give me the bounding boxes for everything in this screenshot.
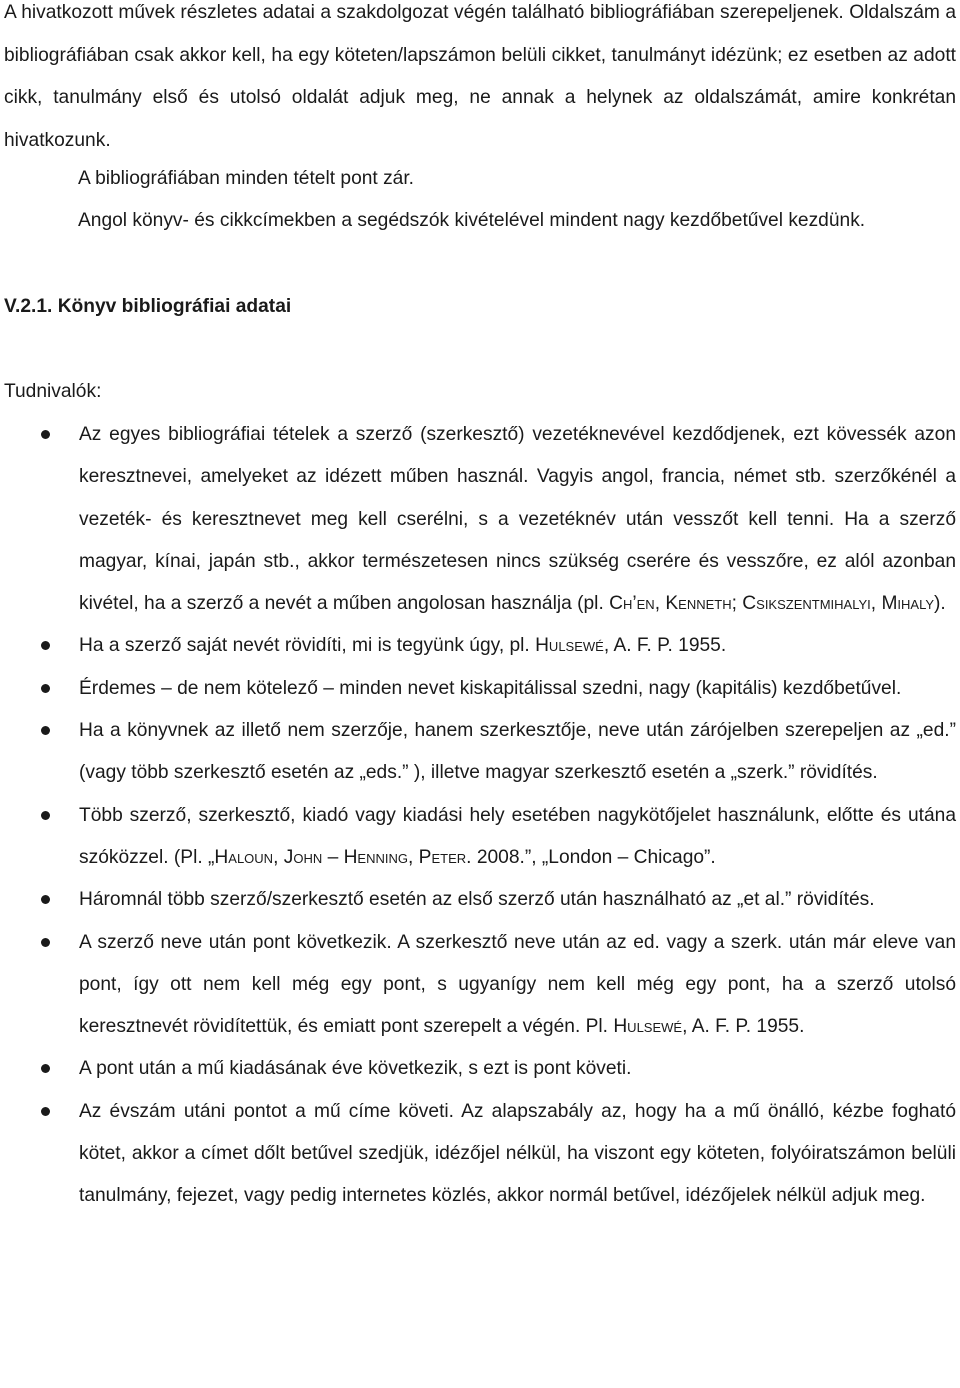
author-name: John [283,846,323,868]
list-item [0,795,956,880]
list-item-text: Ha a könyvnek az illető nem szerzője, hanem szerkesztője, neve után zárójelben szerepeljen az „ed.” (vagy több szerkesztő esetén az „eds.” ), illetve magyar szerkesztő esetén a „szerk.” rövidítés. [79,720,956,784]
author-name: Haloun [214,846,274,868]
list-item [0,1091,956,1218]
intro-paragraph-text: A hivatkozott művek részletes adatai a szakdolgozat végén található bibliográfiában szerepeljenek. Oldalszám a bibliográfiában csak akkor kell, ha egy köteten/lapszámon belüli cikket, tanulmányt idézünk; ez esetben az adott cikk, tanulmány első és utolsó oldalát adjuk meg, ne annak a helynek az oldalszámát, amire konkrétan hivatkozunk. [4,2,956,151]
list-item [0,1048,956,1090]
rule-caps-text: Angol könyv- és cikkcímekben a segédszók kivételével mindent nagy kezdőbetűvel kezdünk. [78,210,866,231]
list-item-text: A szerző neve után pont következik. A szerkesztő neve után az ed. vagy a szerk. után már eleve van pont, így ott nem kell még egy pont, s ugyanígy nem kell még egy pont, ha a szerző utolsó keresztnevét rövidítettük, és emiatt pont szerepelt a végén. Pl. [79,931,956,1038]
list-item-text: Érdemes – de nem kötelező – minden nevet kiskapitálissal szedni, nagy (kapitális) kezdőbetűvel. [79,677,902,699]
list-item [0,625,956,667]
list-item [0,879,956,921]
list-item-text: , A. F. P. 1955. [682,1016,805,1038]
list-item [0,710,956,795]
author-name: Hulsewé [613,1016,683,1038]
author-name: Mihaly [881,593,935,615]
rule-period [78,158,956,201]
list-item-text: Háromnál több szerző/szerkesztő esetén az első szerző után használható az „et al.” rövidítés. [79,889,875,911]
author-name: Peter [418,846,467,868]
list-item [0,668,956,710]
section-subheading: Tudnivalók: [4,381,102,402]
list-item-text: – [322,846,344,868]
author-name: Hulsewé [535,635,604,657]
rule-caps [78,200,956,243]
section-heading: V.2.1. Könyv bibliográfiai adatai [4,296,292,317]
list-item-text: Ha a szerző saját nevét rövidíti, mi is tegyünk úgy, pl. [79,635,536,657]
list-item-text: ). [934,593,946,615]
rule-period-text: A bibliográfiában minden tételt pont zár. [78,168,415,189]
bullet-list [0,414,960,1218]
list-item-text: ; [731,593,743,615]
list-item-text: , [273,846,284,868]
list-item-text: , [654,593,666,615]
list-item-text: A pont után a mű kiadásának éve következik, s ezt is pont követi. [79,1058,632,1080]
list-item-text: Az évszám utáni pontot a mű címe követi. Az alapszabály az, hogy ha a mű önálló, kézbe fogható kötet, akkor a címet dőlt betűvel szedjük, idézőjel nélkül, ha viszont egy köteten, folyóiratszámon belüli tanulmány, fejezet, vagy pedig internetes közlés, akkor normál betűvel, idézőjelek nélkül adjuk meg. [79,1100,956,1207]
list-item-text: , A. F. P. 1955. [603,635,727,657]
list-item-text: , [408,846,419,868]
list-item-text: , [870,593,882,615]
intro-paragraph [4,0,956,162]
author-name: Ch’en [609,593,655,615]
list-item [0,922,956,1049]
list-item-text: . 2008.”, „London – Chicago”. [466,846,716,868]
author-name: Henning [343,846,408,868]
list-item-text: Az egyes bibliográfiai tételek a szerző (szerkesztő) vezetéknevével kezdődjenek, ezt kövessék azon keresztnevei, amelyeket az idézett műben használ. Vagyis angol, francia, német stb. szerzőkénél a vezeték- és keresztnevet meg kell cserélni, s a vezetéknév után vesszőt kell tenni. Ha a szerző magyar, kínai, japán stb., akkor természetesen nincs szükség cserére és vesszőre, ez alól azonban kivétel, ha a szerző a nevét a műben angolosan használja (pl. [79,424,956,615]
author-name: Csikszentmihalyi [742,593,871,615]
author-name: Kenneth [665,593,732,615]
list-item-text: Több szerző, szerkesztő, kiadó vagy kiadási hely esetében nagykötőjelet használunk, előtte és utána szóközzel. (Pl. „ [79,804,956,868]
list-item [0,414,956,625]
